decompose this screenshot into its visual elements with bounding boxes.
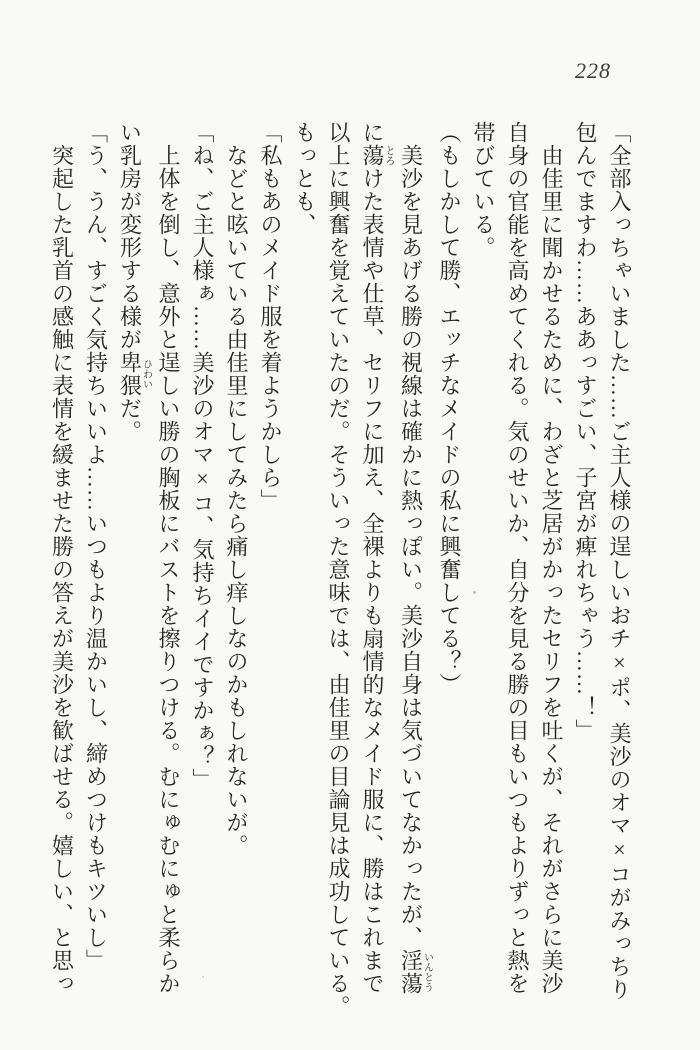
text-line: （もしかして勝、エッチなメイドの私に興奮してる？） [437, 121, 462, 696]
page-number: 228 [575, 58, 611, 83]
text-line: 突起した乳首の感触に表情を緩ませた勝の答えが美沙を歓ばせる。嬉しい、と思っ [49, 144, 75, 995]
text-line: 「全部入っちゃいました……ご主人様の逞しいおチ×ポ、美沙のオマ×コがみっちり [607, 121, 632, 1001]
print-speck [202, 976, 204, 978]
text-line: い乳房が変形する様が卑猥ひわいだ。 [117, 121, 152, 443]
text-line: 包んでますわ……ああっすごい、子宮が痺れちゃう……！」 [573, 121, 598, 742]
text-line: もっとも、 [292, 121, 317, 236]
text-line: 以上に興奮を覚えていたのだ。そういった意味では、由佳里の目論見は成功している。 [326, 121, 351, 1018]
text-line: 「私もあのメイド服を着ようかしら」 [258, 121, 283, 512]
print-speck [473, 591, 476, 594]
ruby-annotated-word: 蕩とろ [360, 144, 394, 167]
text-line: 美沙を見あげる勝の視線は確かに熱っぽい。美沙自身は気づいてなかったが、淫蕩いんとう [398, 144, 433, 995]
ruby-annotated-word: 卑猥ひわい [117, 351, 152, 397]
vertical-text-block [45, 121, 637, 1018]
text-line: 由佳里に聞かせるために、わざと芝居がかったセリフを吐くが、それがさらに美沙 [539, 144, 564, 995]
text-line: 自身の官能を高めてくれる。気のせいか、自分を見る勝の目もいつもよりずっと熱を [505, 121, 530, 995]
text-line: などと呟いている由佳里にしてみたら痛し痒しなのかもしれないが。 [224, 144, 249, 857]
text-line: 「う、うん、すごく気持ちいいよ……いつもより温かいし、締めつけもキツいし」 [83, 121, 109, 972]
text-line: 上体を倒し、意外と逞しい勝の胸板にバストを擦りつける。むにゅむにゅと柔らか [156, 144, 181, 995]
text-line: に蕩とろけた表情や仕草、セリフに加え、全裸よりも扇情的なメイド服に、勝はこれまで [360, 121, 394, 995]
ruby-annotated-word: 淫蕩いんとう [398, 949, 433, 995]
text-line: 「ね、ご主人様ぁ……美沙のオマ×コ、気持ちイイですかぁ？」 [190, 121, 215, 791]
text-line: 帯びている。 [471, 121, 496, 259]
